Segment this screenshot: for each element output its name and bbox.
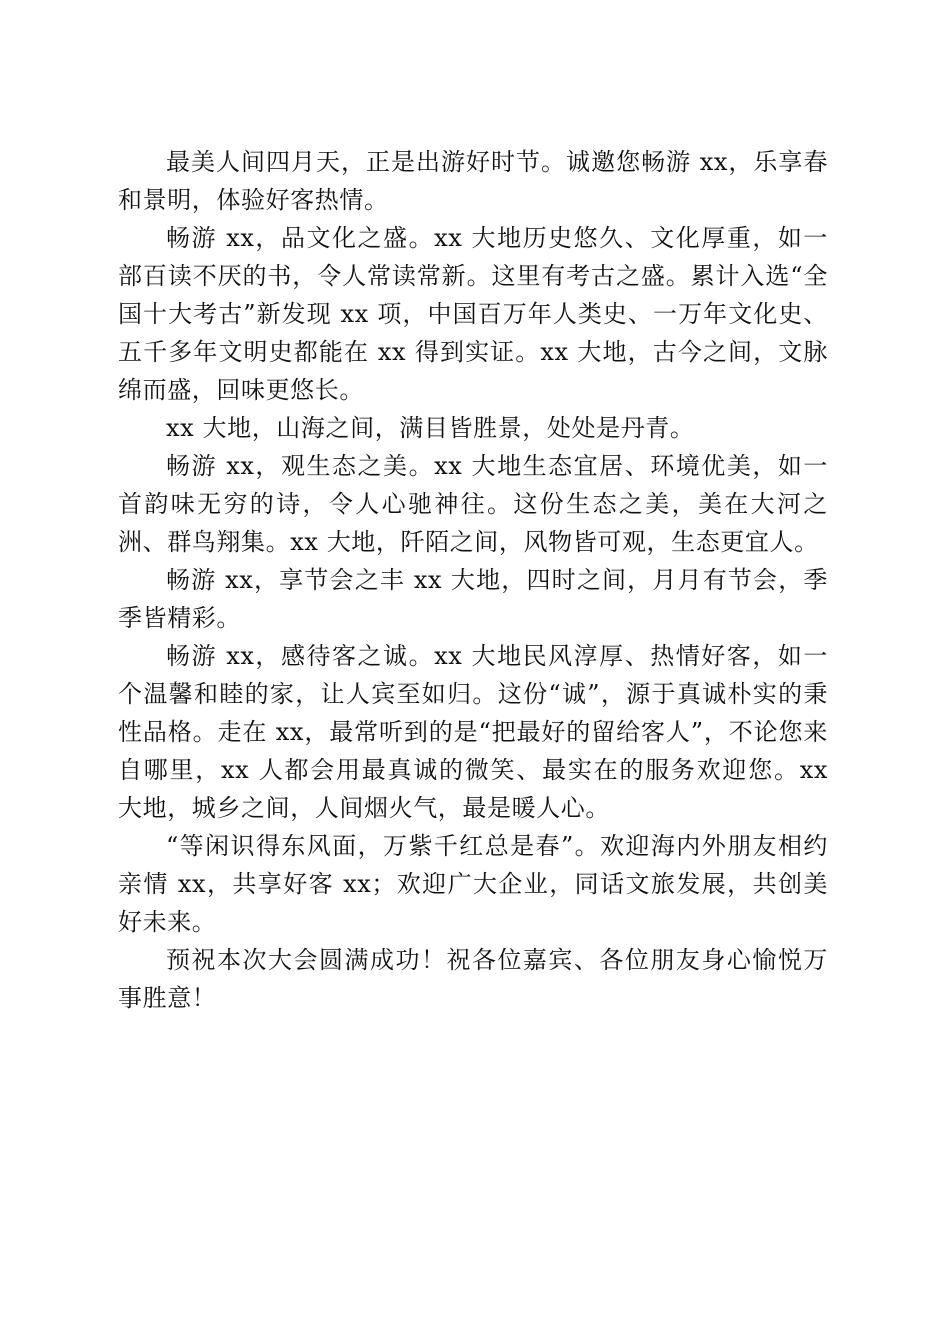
paragraph-1: 最美人间四月天，正是出游好时节。诚邀您畅游 xx，乐享春和景明，体验好客热情。 <box>118 148 828 214</box>
paragraph-4: 畅游 xx，观生态之美。xx 大地生态宜居、环境优美，如一首韵味无穷的诗，令人心驰神往。这份生态之美，美在大河之洲、群鸟翔集。xx 大地，阡陌之间，风物皆可观，生态更宜人。 <box>118 452 828 556</box>
document-body <box>118 143 828 1017</box>
paragraph-7: “等闲识得东风面，万紫千红总是春”。欢迎海内外朋友相约亲情 xx，共享好客 xx；欢迎广大企业，同话文旅发展，共创美好未来。 <box>118 832 828 936</box>
paragraph-2: 畅游 xx，品文化之盛。xx 大地历史悠久、文化厚重，如一部百读不厌的书，令人常读常新。这里有考古之盛。累计入选“全国十大考古”新发现 xx 项，中国百万年人类史、一万年文化史、五千多年文明史都能在 xx 得到实证。xx 大地，古今之间，文脉绵而盛，回味更悠长。 <box>118 224 828 404</box>
paragraph-6: 畅游 xx，感待客之诚。xx 大地民风淳厚、热情好客，如一个温馨和睦的家，让人宾至如归。这份“诚”，源于真诚朴实的秉性品格。走在 xx，最常听到的是“把最好的留给客人”，不论您来自哪里，xx 人都会用最真诚的微笑、最实在的服务欢迎您。xx 大地，城乡之间，人间烟火气，最是暖人心。 <box>118 642 828 822</box>
paragraph-8: 预祝本次大会圆满成功！祝各位嘉宾、各位朋友身心愉悦万事胜意！ <box>118 946 828 1012</box>
paragraph-3: xx 大地，山海之间，满目皆胜景，处处是丹青。 <box>166 414 695 442</box>
paragraph-5: 畅游 xx，享节会之丰 xx 大地，四时之间，月月有节会，季季皆精彩。 <box>118 566 828 632</box>
